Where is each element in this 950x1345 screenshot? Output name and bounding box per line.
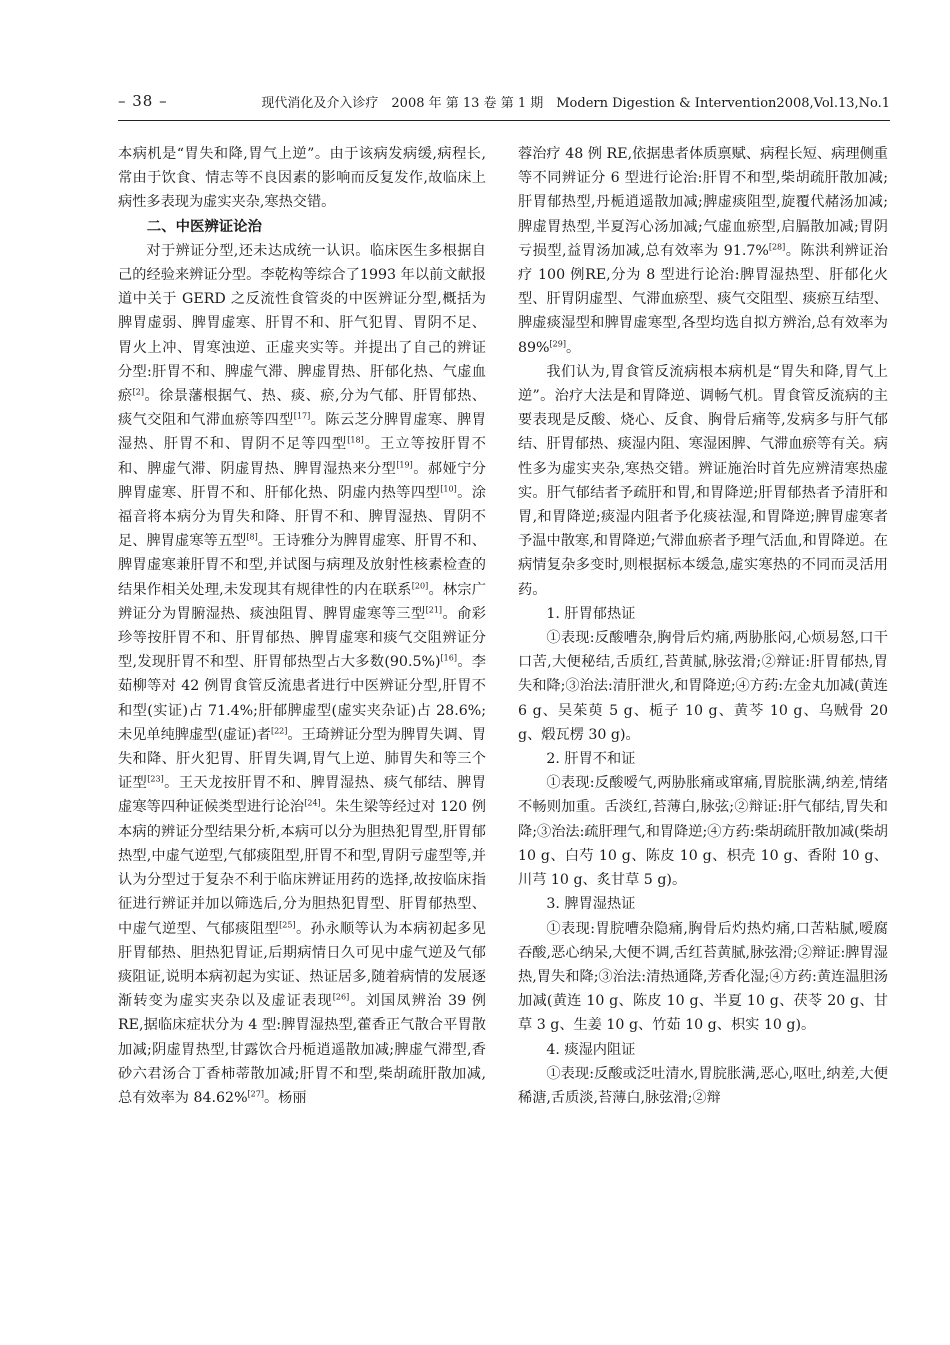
citation-marker: [19] [396,459,413,469]
section-heading: 二、中医辨证论治 [146,218,262,235]
citation-marker: [23] [147,774,164,784]
citation-marker: [26] [332,992,350,1002]
citation-marker: [16] [440,653,457,663]
citation-marker: [21] [425,605,443,615]
subsection-text-4: ①表现:反酸或泛吐清水,胃脘胀满,恶心,呕吐,纳差,大便稀溏,舌质淡,苔薄白,脉弦滑;②辩 [518,1065,888,1106]
citation-marker: [10] [440,484,457,494]
syndrome-review-paragraph: 对于辨证分型,还未达成统一认识。临床医生多根据自己的经验来辨证分型。李乾构等综合了1993 年以前文献报道中关于 GERD 之反流性食管炎的中医辨证分型,概括为脾胃虚弱、脾胃虚寒、肝胃不和、肝气犯胃、胃阴不足、胃火上冲、胃寒浊逆、正虚夹实等。并提出了自己的辨证分型:肝胃不和、脾虚气滞、脾虚胃热、肝郁化热、气虚血瘀[2]。徐景藩根据气、热、痰、瘀,分为气郁、肝胃郁热、痰气交阻和气滞血瘀等四型[17]。陈云芝分脾胃虚寒、脾胃湿热、肝胃不和、胃阴不足等四型[18]。王立等按肝胃不和、脾虚气滞、阴虚胃热、脾胃湿热来分型[19]。郝娅宁分脾胃虚寒、肝胃不和、肝郁化热、阴虚内热等四型[10]。涂福音将本病分为胃失和降、肝胃不和、脾胃湿热、胃阴不足、脾胃虚寒等五型[8]。王诗雅分为脾胃虚寒、肝胃不和、脾胃虚寒兼肝胃不和型,并试图与病理及放射性核素检查的结果作相关处理,未发现其有规律性的内在联系[20]。林宗广辨证分为胃腑湿热、痰浊阻胃、脾胃虚寒等三型[21]。俞彩珍等按肝胃不和、肝胃郁热、脾胃虚寒和痰气交阻辨证分型,发现肝胃不和型、肝胃郁热型占大多数(90.5%)[16]。李茹柳等对 42 例胃食管反流患者进行中医辨证分型,肝胃不和型(实证)占 71.4%;肝郁脾虚型(虚实夹杂证)占 28.6%;未见单纯脾虚型(虚证)者[22]。王琦辨证分型为脾胃失调、胃失和降、肝火犯胃、肝胃失调,胃气上逆、肺胃失和等三个证型[23]。王天龙按肝胃不和、脾胃湿热、痰气郁结、脾胃虚寒等四种证候类型进行论治[24]。朱生梁等经过对 120 例本病的辨证分型结果分析,本病可以分为胆热犯胃型,肝胃郁热型,中虚气逆型,气郁痰阻型,肝胃不和型,胃阴亏虚型等,并认为分型过于复杂不利于临床辨证用药的选择,故按临床指征进行辨证并加以筛选后,分为胆热犯胃型、肝胃郁热型、中虚气逆型、气郁痰阻型[25]。孙永顺等认为本病初起多见肝胃郁热、胆热犯胃证,后期病情日久可见中虚气逆及气郁痰阻证,说明本病初起为实证、热证居多,随着病情的发展逐渐转变为虚实夹杂以及虚证表现[26]。刘国凤辨治 39 例 RE,据临床症状分为 4 型:脾胃湿热型,藿香正气散合平胃散加减;阴虚胃热型,甘露饮合丹栀逍遥散加减;脾虚气滞型,香砂六君汤合丁香柿蒂散加减;肝胃不和型,柴胡疏肝散加减,总有效率为 84.62%[27]。杨丽 [118,242,487,1106]
right-column [518,142,888,1110]
citation-marker: [20] [411,580,429,590]
left-column [118,142,486,1110]
header-rule [118,120,890,121]
journal-running-title: 现代消化及介入诊疗 2008 年 第 13 卷 第 1 期 Modern Digestion & Intervention2008,Vol.13,No.1 [261,96,890,111]
citation-marker: [29] [549,338,566,348]
continued-paragraph: 蓉治疗 48 例 RE,依据患者体质禀赋、病程长短、病理侧重等不同辨证分 6 型进行论治:肝胃不和型,柴胡疏肝散加减;肝胃郁热型,丹栀逍遥散加减;脾虚痰阻型,旋覆代赭汤加减;脾虚胃热型,半夏泻心汤加减;气虚血瘀型,启膈散加减;胃阴亏损型,益胃汤加减,总有效率为 91.7%[28]。陈洪利辨证治疗 100 例RE,分为 8 型进行论治:脾胃湿热型、肝郁化火型、肝胃阴虚型、气滞血瘀型、痰气交阻型、痰瘀互结型、脾虚痰湿型和脾胃虚寒型,各型均选自拟方辨治,总有效率为 89%[29]。 [518,146,888,356]
citation-marker: [27] [247,1089,264,1099]
citation-marker: [2] [132,387,144,397]
subsection-title-1: 1. 肝胃郁热证 [546,605,636,622]
intro-paragraph: 本病机是“胃失和降,胃气上逆”。由于该病发病缓,病程长,常由于饮食、情志等不良因素的影响而反复发作,故临床上病性多表现为虚实夹杂,寒热交错。 [118,146,486,211]
page-header [118,90,890,114]
page-number: – 38 – [118,92,168,110]
opinion-paragraph: 我们认为,胃食管反流病根本病机是“胃失和降,胃气上逆”。治疗大法是和胃降逆、调畅气机。胃食管反流病的主要表现是反酸、烧心、反食、胸骨后痛等,发病多与肝气郁结、肝胃郁热、痰湿内阻、寒湿困脾、气滞血瘀等有关。病性多为虚实夹杂,寒热交错。辨证施治时首先应辨清寒热虚实。肝气郁结者予疏肝和胃,和胃降逆;肝胃郁热者予清肝和胃,和胃降逆;痰湿内阻者予化痰祛湿,和胃降逆;脾胃虚寒者予温中散寒,和胃降逆;气滞血瘀者予理气活血,和胃降逆。在病情复杂多变时,则根据标本缓急,虚实寒热的不同而灵活用药。 [518,363,888,598]
subsection-title-3: 3. 脾胃湿热证 [546,896,636,913]
subsection-title-4: 4. 痰湿内阻证 [546,1041,636,1058]
subsection-text-1: ①表现:反酸嘈杂,胸骨后灼痛,两胁胀闷,心烦易怒,口干口苦,大便秘结,舌质红,苔黄腻,脉弦滑;②辩证:肝胃郁热,胃失和降;③治法:清肝泄火,和胃降逆;④方药:左金丸加减(黄连 6 g、吴茱萸 5 g、栀子 10 g、黄芩 10 g、乌贼骨 20 g、煅瓦楞 30 g)。 [518,630,888,743]
subsection-text-2: ①表现:反酸嗳气,两胁胀痛或窜痛,胃脘胀满,纳差,情绪不畅则加重。舌淡红,苔薄白,脉弦;②辩证:肝气郁结,胃失和降;③治法:疏肝理气,和胃降逆;④方药:柴胡疏肝散加减(柴胡 10 g、白芍 10 g、陈皮 10 g、枳壳 10 g、香附 10 g、川芎 10 g、炙甘草 5 g)。 [518,775,888,889]
citation-marker: [17] [293,411,311,421]
citation-marker: [22] [270,726,288,736]
citation-marker: [24] [304,798,321,808]
subsection-text-3: ①表现:胃脘嘈杂隐痛,胸骨后灼热灼痛,口苦粘腻,嗳腐吞酸,恶心纳呆,大便不调,舌红苔黄腻,脉弦滑;②辩证:脾胃湿热,胃失和降;③治法:清热通降,芳香化湿;④方药:黄连温胆汤加减(黄连 10 g、陈皮 10 g、半夏 10 g、茯苓 20 g、甘草 3 g、生姜 10 g、竹茹 10 g、枳实 10 g)。 [518,920,888,1034]
citation-marker: [25] [279,919,296,929]
citation-marker: [28] [768,242,786,252]
citation-marker: [8] [246,532,258,542]
subsection-title-2: 2. 肝胃不和证 [546,751,636,768]
citation-marker: [18] [347,435,364,445]
